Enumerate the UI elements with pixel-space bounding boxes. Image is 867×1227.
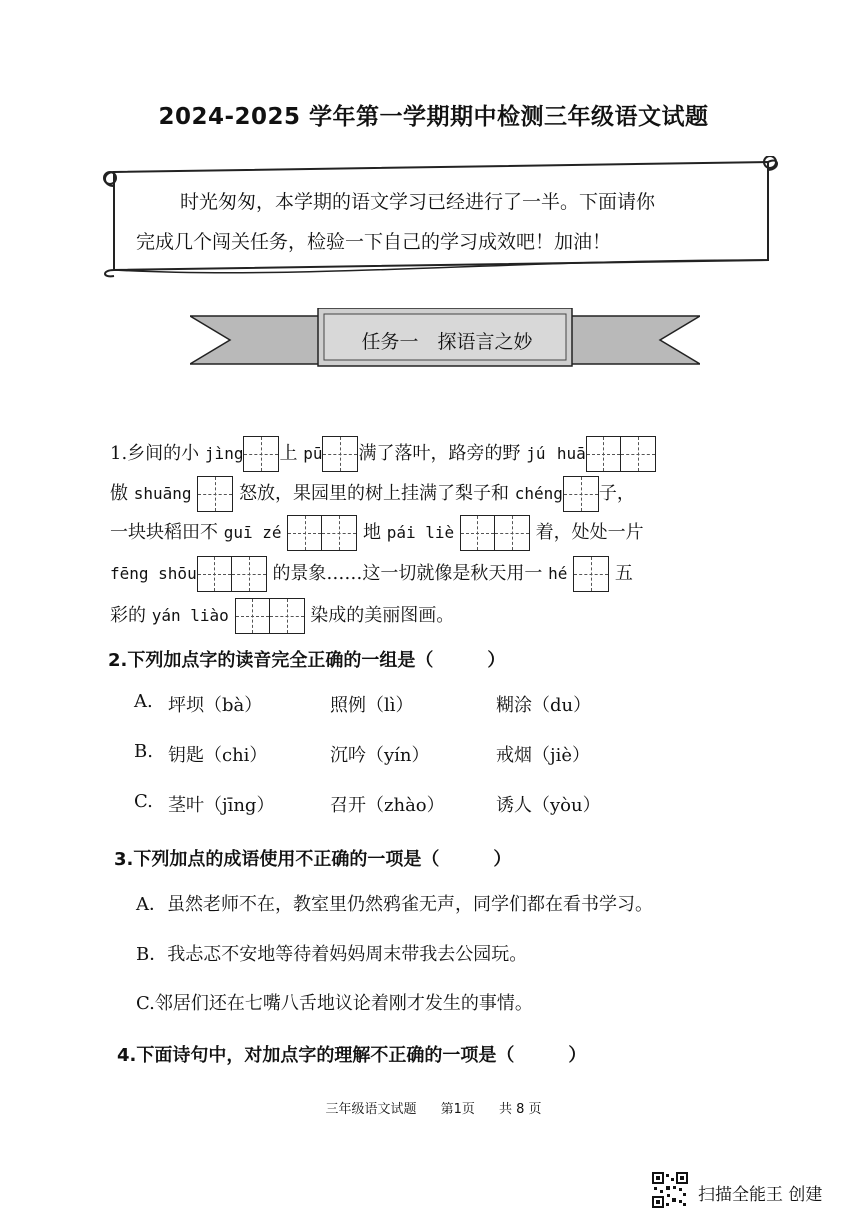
write-box[interactable] <box>287 515 357 551</box>
q2-option-item: 茎叶（jīng） <box>168 795 275 816</box>
q2-option-label[interactable]: A. <box>134 691 153 712</box>
q1-line-4: fēng shōu 的景象……这一切就像是秋天用一 hé 五 <box>110 556 830 592</box>
intro-text <box>136 182 766 262</box>
q2-option-label[interactable]: B. <box>134 741 153 762</box>
q2-option-item: 照例（lì） <box>330 695 414 716</box>
write-box[interactable] <box>235 598 305 634</box>
write-box[interactable] <box>197 556 267 592</box>
q3-option-c[interactable]: C.邻居们还在七嘴八舌地议论着刚才发生的事情。 <box>136 993 533 1014</box>
q2-option-item: 诱人（yòu） <box>496 795 601 816</box>
task-banner-label: 任务一 探语言之妙 <box>361 331 533 353</box>
q4-stem: 4.下面诗句中，对加点字的理解不正确的一项是（ ） <box>117 1045 587 1066</box>
write-box[interactable] <box>243 436 279 472</box>
page-footer <box>0 1098 867 1117</box>
write-box[interactable] <box>573 556 609 592</box>
q3-option-b[interactable]: B．我忐忑不安地等待着妈妈周末带我去公园玩。 <box>136 944 528 965</box>
q1-line-2: 傲 shuāng 怒放，果园里的树上挂满了梨子和 chéng 子， <box>110 476 830 512</box>
q2-option-item: 钥匙（chi） <box>168 745 268 766</box>
q1-line-5: 彩的 yán liào 染成的美丽图画。 <box>110 598 830 634</box>
footer-total: 共 8 页 <box>499 1102 542 1117</box>
intro-line-1: 时光匆匆，本学期的语文学习已经进行了一半。下面请你 <box>180 191 656 213</box>
q2-option-item: 沉吟（yín） <box>330 745 430 766</box>
q3-stem: 3.下列加点的成语使用不正确的一项是（ ） <box>114 849 512 870</box>
write-box[interactable] <box>197 476 233 512</box>
write-box[interactable] <box>586 436 656 472</box>
q2-option-item: 坪坝（bà） <box>168 695 263 716</box>
write-box[interactable] <box>563 476 599 512</box>
qr-code-icon <box>652 1172 688 1208</box>
q2-option-label[interactable]: C. <box>134 791 153 812</box>
footer-page: 第1页 <box>440 1102 475 1117</box>
watermark-text: 扫描全能王 创建 <box>698 1185 823 1205</box>
page-title: 2024-2025 学年第一学期期中检测三年级语文试题 <box>158 104 709 130</box>
q1-line-3: 一块块稻田不 guī zé 地 pái liè 着，处处一片 <box>110 515 830 551</box>
q1-line-1: 1.乡间的小 jìng 上 pū 满了落叶，路旁的野 jú huā <box>110 436 830 472</box>
footer-subject: 三年级语文试题 <box>325 1102 417 1117</box>
q2-option-item: 糊涂（du） <box>496 695 592 716</box>
q2-option-item: 召开（zhào） <box>330 795 445 816</box>
write-box[interactable] <box>460 515 530 551</box>
q2-stem: 2.下列加点字的读音完全正确的一组是（ ） <box>108 650 506 671</box>
q3-option-a[interactable]: A．虽然老师不在，教室里仍然鸦雀无声，同学们都在看书学习。 <box>136 894 653 915</box>
q2-option-item: 戒烟（jiè） <box>496 745 590 766</box>
intro-line-2: 完成几个闯关任务，检验一下自己的学习成效吧！加油！ <box>136 231 612 253</box>
write-box[interactable] <box>322 436 358 472</box>
